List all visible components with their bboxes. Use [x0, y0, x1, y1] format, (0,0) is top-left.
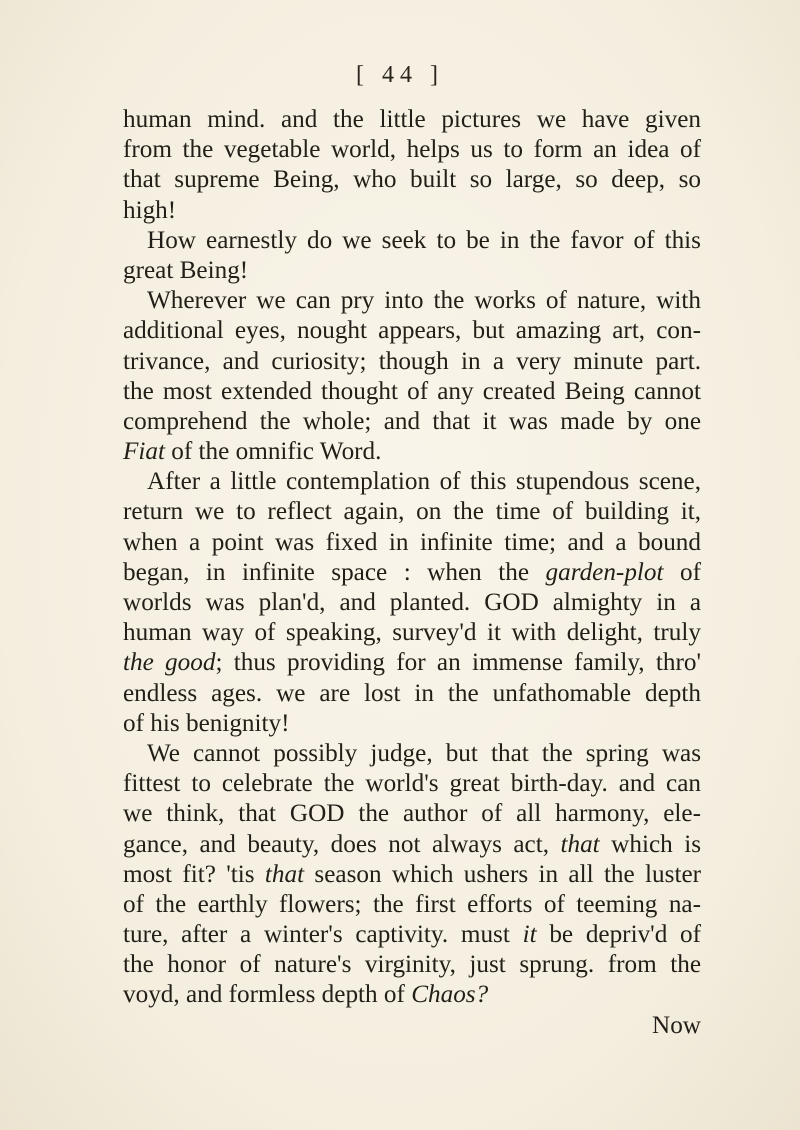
text-line: Now: [652, 1011, 701, 1039]
text-line: human way of speaking, survey'd it with delight, truly: [123, 619, 701, 647]
text-line: when a point was fixed in infinite time; and a bound: [123, 528, 701, 556]
text-line: We cannot possibly judge, but that the spring was: [147, 739, 701, 767]
text-line: Fiat of the omnific Word.: [123, 438, 382, 466]
text-line: After a little contemplation of this stupendous scene,: [147, 468, 701, 496]
text-line: of the earthly flowers; the first efforts of teeming na-: [123, 890, 701, 918]
text-line: high!: [123, 196, 177, 224]
text-line: great Being!: [123, 256, 249, 284]
text-line: human mind. and the little pictures we have given: [123, 106, 701, 133]
text-line: How earnestly do we seek to be in the favor of this: [147, 226, 701, 254]
text-line: voyd, and formless depth of Chaos?: [123, 981, 489, 1009]
text-line: from the vegetable world, helps us to form an idea of: [123, 136, 701, 164]
text-line: return we to reflect again, on the time of building it,: [123, 498, 701, 526]
text-line: Wherever we can pry into the works of nature, with: [147, 287, 701, 315]
body-text: [123, 105, 701, 1041]
text-line: worlds was plan'd, and planted. GOD almighty in a: [123, 589, 701, 616]
text-line: trivance, and curiosity; though in a very minute part.: [123, 347, 701, 375]
text-line: most fit? 'tis that season which ushers in all the luster: [123, 860, 702, 888]
text-line: the good; thus providing for an immense family, thro': [123, 649, 701, 677]
page-number: [ 44 ]: [356, 62, 444, 88]
text-line: additional eyes, nought appears, but amazing art, con-: [123, 317, 701, 345]
text-line: gance, and beauty, does not always act, that which is: [123, 830, 702, 858]
text-line: comprehend the whole; and that it was made by one: [123, 407, 701, 435]
text-line: we think, that GOD the author of all harmony, ele-: [123, 800, 701, 828]
text-line: endless ages. we are lost in the unfathomable depth: [123, 679, 701, 707]
text-line: ture, after a winter's captivity. must it be depriv'd of: [123, 921, 702, 949]
text-line: the honor of nature's virginity, just sprung. from the: [123, 951, 701, 979]
text-line: that supreme Being, who built so large, so deep, so: [123, 166, 701, 194]
text-line: the most extended thought of any created Being cannot: [123, 377, 701, 405]
text-line: fittest to celebrate the world's great birth-day. and can: [123, 770, 701, 798]
text-line: of his benignity!: [123, 709, 290, 737]
text-line: began, in infinite space : when the garden-plot of: [123, 558, 701, 586]
